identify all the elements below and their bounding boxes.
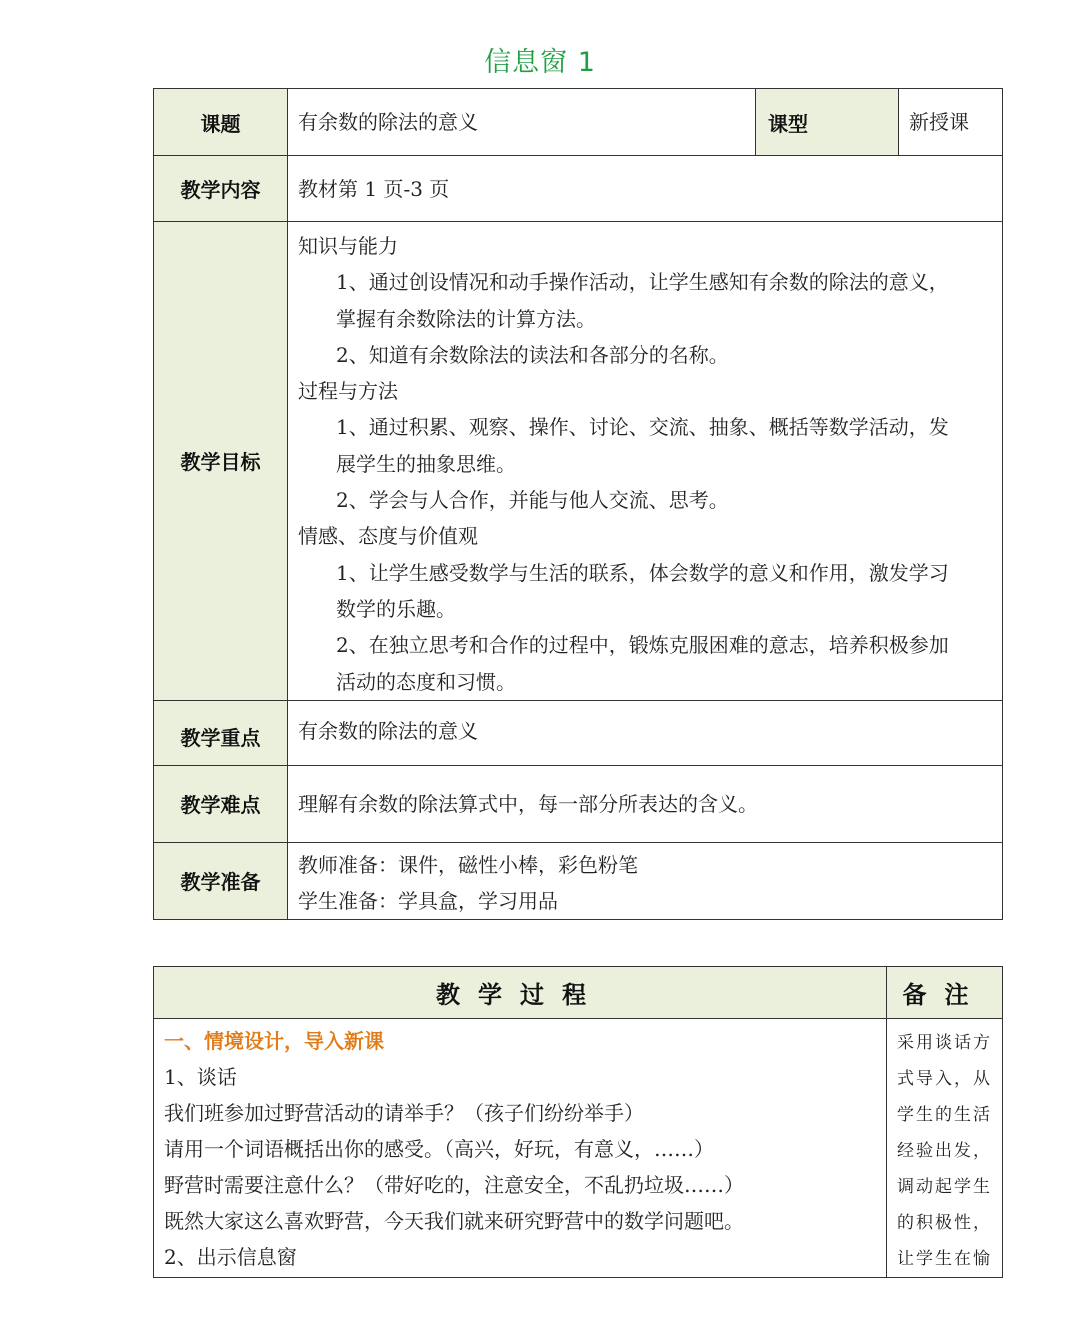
objective-item: 掌握有余数除法的计算方法。 xyxy=(336,306,596,331)
notes-header: 备注 xyxy=(887,967,1003,1019)
note-line: 采用谈话方 xyxy=(897,1033,992,1053)
objective-item: 1、通过创设情况和动手操作活动，让学生感知有余数的除法的意义， xyxy=(336,270,949,295)
preparation-label: 教学准备 xyxy=(154,842,288,919)
process-line: 既然大家这么喜欢野营，今天我们就来研究野营中的数学问题吧。 xyxy=(164,1209,744,1233)
difficulty-row xyxy=(154,765,1003,842)
objective-item: 数学的乐趣。 xyxy=(336,596,456,621)
objectives-row xyxy=(154,222,1003,701)
process-line: 我们班参加过野营活动的请举手？（孩子们纷纷举手） xyxy=(164,1101,644,1125)
key-point-label: 教学重点 xyxy=(154,700,288,765)
preparation-row xyxy=(154,842,1003,919)
objectives-label: 教学目标 xyxy=(154,222,288,701)
note-line: 让学生在愉 xyxy=(897,1249,992,1269)
key-point-value: 有余数的除法的意义 xyxy=(288,700,1003,765)
note-line: 调动起学生 xyxy=(897,1177,992,1197)
topic-label: 课题 xyxy=(154,89,288,156)
process-line: 野营时需要注意什么？（带好吃的，注意安全，不乱扔垃圾……） xyxy=(164,1173,744,1197)
process-body-row xyxy=(154,1019,1003,1278)
difficulty-label: 教学难点 xyxy=(154,765,288,842)
note-line: 经验出发， xyxy=(897,1141,992,1161)
note-line: 学生的生活 xyxy=(897,1105,992,1125)
process-line: 2、出示信息窗 xyxy=(164,1245,297,1269)
doc-title: 信息窗 1 xyxy=(484,47,596,78)
objective-item: 2、知道有余数除法的读法和各部分的名称。 xyxy=(336,342,729,367)
objective-heading: 知识与能力 xyxy=(298,234,398,258)
objective-item: 1、通过积累、观察、操作、讨论、交流、抽象、概括等数学活动，发 xyxy=(336,415,949,440)
student-prep: 学生准备：学具盒，学习用品 xyxy=(298,888,558,913)
objective-heading: 情感、态度与价值观 xyxy=(298,524,478,549)
topic-value: 有余数的除法的意义 xyxy=(288,89,756,156)
content-row xyxy=(154,156,1003,222)
notes-body xyxy=(887,1019,1003,1278)
process-header: 教学过程 xyxy=(154,967,887,1019)
content-value: 教材第 1 页-3 页 xyxy=(288,156,1003,222)
objective-item: 活动的态度和习惯。 xyxy=(336,669,516,694)
note-line: 的积极性， xyxy=(897,1213,992,1233)
difficulty-value: 理解有余数的除法算式中，每一部分所表达的含义。 xyxy=(288,765,1003,842)
preparation-content xyxy=(288,842,1003,919)
key-point-row xyxy=(154,700,1003,765)
type-label: 课型 xyxy=(756,89,899,156)
note-line: 式导入，从 xyxy=(897,1069,992,1089)
objective-item: 2、在独立思考和合作的过程中，锻炼克服困难的意志，培养积极参加 xyxy=(336,633,949,658)
process-body xyxy=(154,1019,887,1278)
process-header-row xyxy=(154,967,1003,1019)
objective-item: 1、让学生感受数学与生活的联系，体会数学的意义和作用，激发学习 xyxy=(336,560,949,585)
section-heading: 一、情境设计，导入新课 xyxy=(164,1029,384,1053)
objective-heading: 过程与方法 xyxy=(298,379,398,404)
process-line: 1、谈话 xyxy=(164,1065,237,1089)
type-value: 新授课 xyxy=(899,89,1003,156)
objective-item: 展学生的抽象思维。 xyxy=(336,451,516,476)
teacher-prep: 教师准备：课件，磁性小棒，彩色粉笔 xyxy=(298,852,638,877)
topic-row xyxy=(154,89,1003,156)
content-label: 教学内容 xyxy=(154,156,288,222)
objective-item: 2、学会与人合作，并能与他人交流、思考。 xyxy=(336,488,729,513)
process-table xyxy=(153,966,1003,1278)
process-line: 请用一个词语概括出你的感受。（高兴，好玩，有意义，……） xyxy=(164,1137,714,1161)
lesson-info-table xyxy=(153,88,1003,920)
objectives-content xyxy=(288,222,1003,701)
